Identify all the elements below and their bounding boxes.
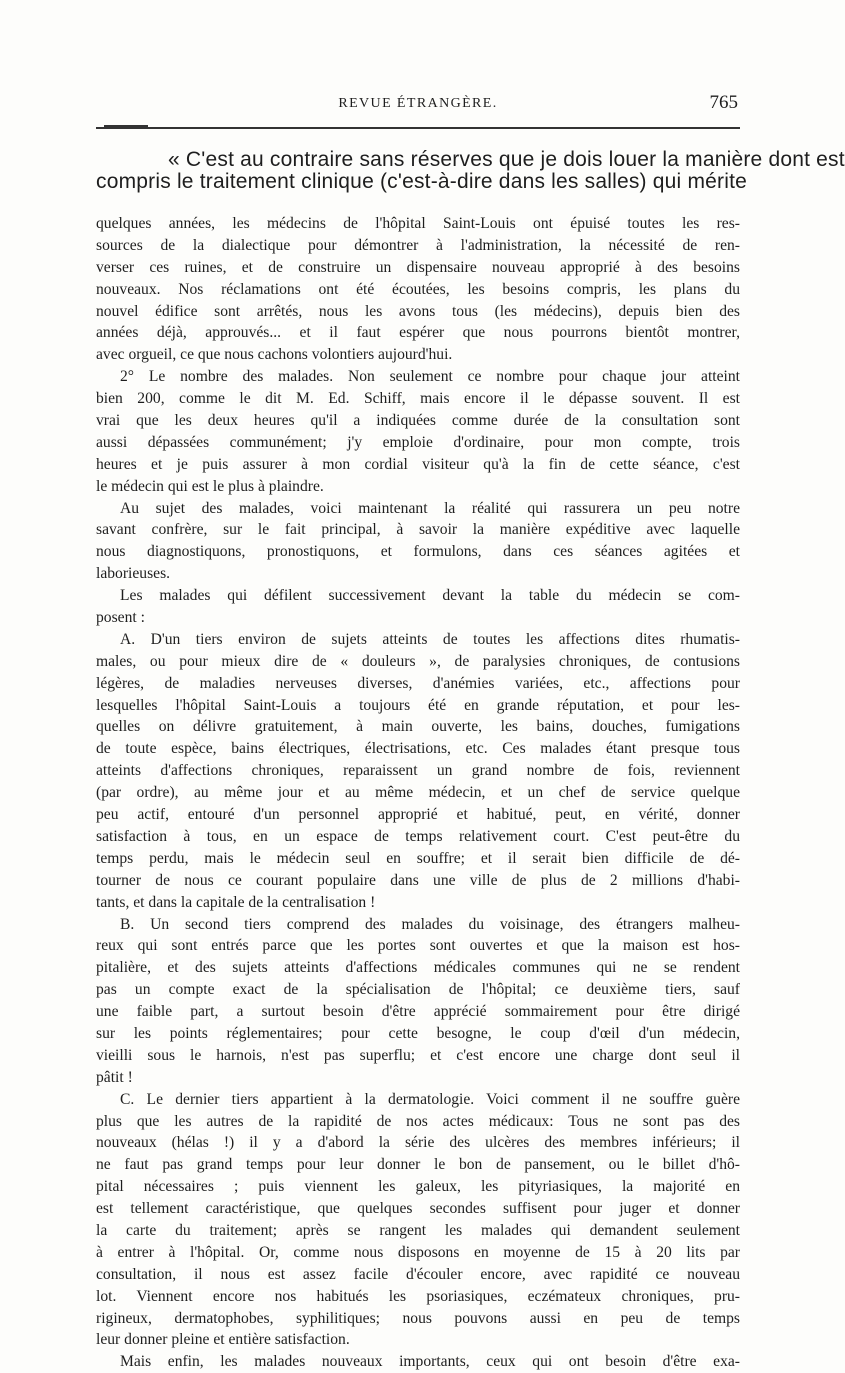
text-line: de toute espèce, bains électriques, électrisations, etc. Ces malades étant presque tous xyxy=(96,740,740,758)
text-line: ne faut pas grand temps pour leur donner le bon de pansement, ou le billet d'hô- xyxy=(96,1156,740,1174)
text-line: 2° Le nombre des malades. Non seulement ce nombre pour chaque jour atteint xyxy=(120,368,740,386)
text-line: lesquelles l'hôpital Saint-Louis a toujours été en grande réputation, et pour les- xyxy=(96,696,740,714)
text-line: (par ordre), au même jour et au même médecin, et un chef de service quelque xyxy=(96,784,740,802)
text-line: une faible part, a surtout besoin d'être apprécié sommairement pour être dirigé xyxy=(96,1003,740,1021)
text-line: quelles on délivre gratuitement, à main ouverte, les bains, douches, fumigations xyxy=(96,718,740,736)
text-line: leur donner pleine et entière satisfaction. xyxy=(96,1331,350,1349)
text-line: quelques années, les médecins de l'hôpital Saint-Louis ont épuisé toutes les res- xyxy=(96,215,740,232)
text-line: légères, de maladies nerveuses diverses, d'anémies variées, etc., affections pour xyxy=(96,674,740,692)
text-line: consultation, il nous est assez facile d'écouler encore, avec rapidité ce nouveau xyxy=(96,1265,740,1283)
text-line: avec orgueil, ce que nous cachons volontiers aujourd'hui. xyxy=(96,346,453,364)
text-line: rigineux, dermatophobes, syphilitiques; nous pouvons aussi en peu de temps xyxy=(96,1309,740,1327)
text-line: lot. Viennent encore nos habitués les psoriasiques, eczémateux chroniques, pru- xyxy=(96,1287,740,1305)
page-number: 765 xyxy=(709,92,738,113)
text-line: peu actif, entouré d'un personnel approprié et habitué, peut, en vérité, donner xyxy=(96,806,740,824)
text-line: sources de la dialectique pour démontrer à l'administration, la nécessité de ren- xyxy=(96,236,740,254)
header-rule xyxy=(96,127,740,129)
text-line: posent : xyxy=(96,609,145,627)
text-line: pâtit ! xyxy=(96,1068,133,1086)
text-line: nouveaux (hélas !) il y a d'abord la série des ulcères des membres inférieurs; il xyxy=(96,1134,740,1152)
text-line: nouvel édifice sont arrêtés, nous les avons tous (les médecins), depuis bien des xyxy=(96,302,740,320)
text-line: nouveaux. Nos réclamations ont été écoutées, les besoins compris, les plans du xyxy=(96,280,740,298)
text-line: années déjà, approuvés... et il faut espérer que nous pourrons bientôt montrer, xyxy=(96,324,740,342)
text-line: à entrer à l'hôpital. Or, comme nous disposons en moyenne de 15 à 20 lits par xyxy=(96,1243,740,1261)
quoted-passage xyxy=(96,144,845,193)
text-line: A. D'un tiers environ de sujets atteints de toutes les affections dites rhumatis- xyxy=(120,630,740,648)
text-line: vrai que les deux heures qu'il a indiquées comme durée de la consultation sont xyxy=(96,412,740,430)
text-line: nous diagnostiquons, pronostiquons, et formulons, dans ces séances agitées et xyxy=(96,543,740,561)
text-line: verser ces ruines, et de construire un dispensaire nouveau approprié à des besoins xyxy=(96,258,740,276)
text-line: savant confrère, sur le fait principal, à savoir la manière expéditive avec laquelle xyxy=(96,521,740,539)
text-line: B. Un second tiers comprend des malades du voisinage, des étrangers malheu- xyxy=(120,915,740,933)
text-line: tourner de nous ce courant populaire dans une ville de plus de 2 millions d'habi- xyxy=(96,871,740,889)
text-line: sur les points réglementaires; pour cette besogne, le coup d'œil d'un médecin, xyxy=(96,1024,740,1042)
text-line: atteints d'affections chroniques, reparaissent un grand nombre de fois, reviennent xyxy=(96,762,740,780)
text-line: Les malades qui défilent successivement devant la table du médecin se com- xyxy=(120,587,740,605)
quote-line: compris le traitement clinique (c'est-à-dire dans les salles) qui mérite xyxy=(96,169,747,193)
text-line: aussi dépassées communément; j'y emploie d'ordinaire, pour mon compte, trois xyxy=(96,433,740,451)
running-title: REVUE ÉTRANGÈRE. xyxy=(338,96,498,111)
document-page xyxy=(96,0,845,1371)
text-line: satisfaction à tous, en un espace de temps relativement court. C'est peut-être du xyxy=(96,827,740,845)
text-line: vieilli sous le harnois, n'est pas superflu; et c'est encore une charge dont seul il xyxy=(96,1046,740,1064)
text-line: est tellement caractéristique, que quelques secondes suffisent pour juger et donner xyxy=(96,1200,740,1218)
text-line: males, ou pour mieux dire de « douleurs », de paralysies chroniques, de contusions xyxy=(96,652,740,670)
text-line: laborieuses. xyxy=(96,565,171,583)
text-line: tants, et dans la capitale de la centralisation ! xyxy=(96,893,376,911)
text-line: heures et je puis assurer à mon cordial visiteur qu'à la fin de cette séance, c'est xyxy=(96,455,740,473)
running-head xyxy=(96,92,740,116)
text-line: pas un compte exact de la spécialisation de l'hôpital; ce deuxième tiers, sauf xyxy=(96,981,740,999)
text-line: pitalière, et des sujets atteints d'affections médicales communes qui ne se rendent xyxy=(96,959,740,977)
text-line: pital nécessaires ; puis viennent les galeux, les pityriasiques, la majorité en xyxy=(96,1178,740,1196)
text-line: Au sujet des malades, voici maintenant la réalité qui rassurera un peu notre xyxy=(120,499,740,517)
quote-line: « C'est au contraire sans réserves que je dois louer la manière dont est xyxy=(168,148,845,171)
text-line: C. Le dernier tiers appartient à la dermatologie. Voici comment il ne souffre guère xyxy=(120,1090,740,1108)
text-line: la carte du traitement; après se rangent les malades qui demandent seulement xyxy=(96,1221,740,1239)
body-text xyxy=(96,213,740,1373)
text-line: bien 200, comme le dit M. Ed. Schiff, mais encore il le dépasse souvent. Il est xyxy=(96,390,740,408)
text-line: le médecin qui est le plus à plaindre. xyxy=(96,477,324,495)
text-line: temps perdu, mais le médecin seul en souffre; et il serait bien difficile de dé- xyxy=(96,849,740,867)
text-line: plus que les autres de la rapidité de nos actes médicaux: Tous ne sont pas des xyxy=(96,1112,740,1130)
text-line: reux qui sont entrés parce que les portes sont ouvertes et que la maison est hos- xyxy=(96,937,740,955)
text-line: Mais enfin, les malades nouveaux importants, ceux qui ont besoin d'être exa- xyxy=(120,1353,740,1371)
